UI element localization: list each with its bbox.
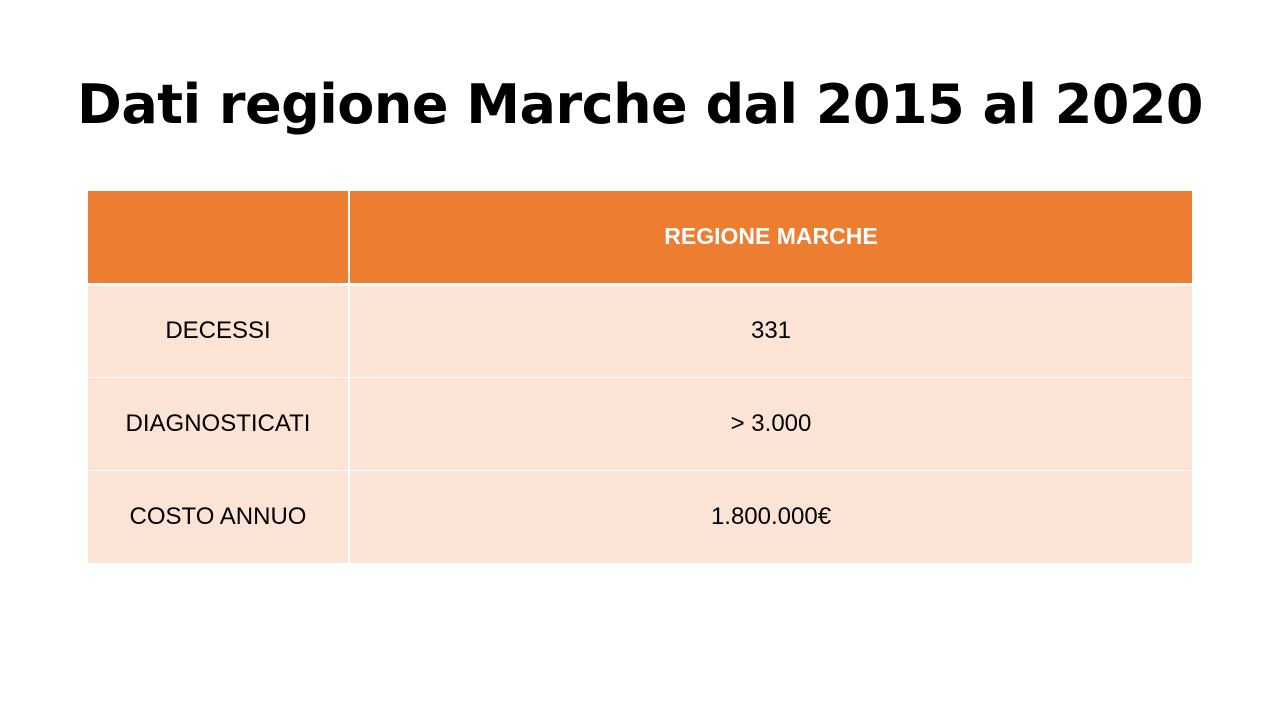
header-cell-empty (88, 191, 349, 284)
row-label: DIAGNOSTICATI (88, 377, 349, 470)
table-header (88, 191, 1192, 284)
row-label: COSTO ANNUO (88, 470, 349, 563)
table-header-row (88, 191, 1192, 284)
table-row (88, 470, 1192, 563)
table-row (88, 377, 1192, 470)
table-row (88, 284, 1192, 377)
row-value: 331 (750, 317, 792, 344)
table-body (88, 284, 1192, 563)
row-value: > 3.000 (349, 377, 1192, 470)
row-value: 1.800.000€ (349, 470, 1192, 563)
row-label: DECESSI (88, 284, 349, 377)
slide-title: Dati regione Marche dal 2015 al 2020 (77, 73, 1203, 136)
data-table (88, 191, 1192, 563)
header-cell-region: REGIONE MARCHE (349, 191, 1192, 284)
